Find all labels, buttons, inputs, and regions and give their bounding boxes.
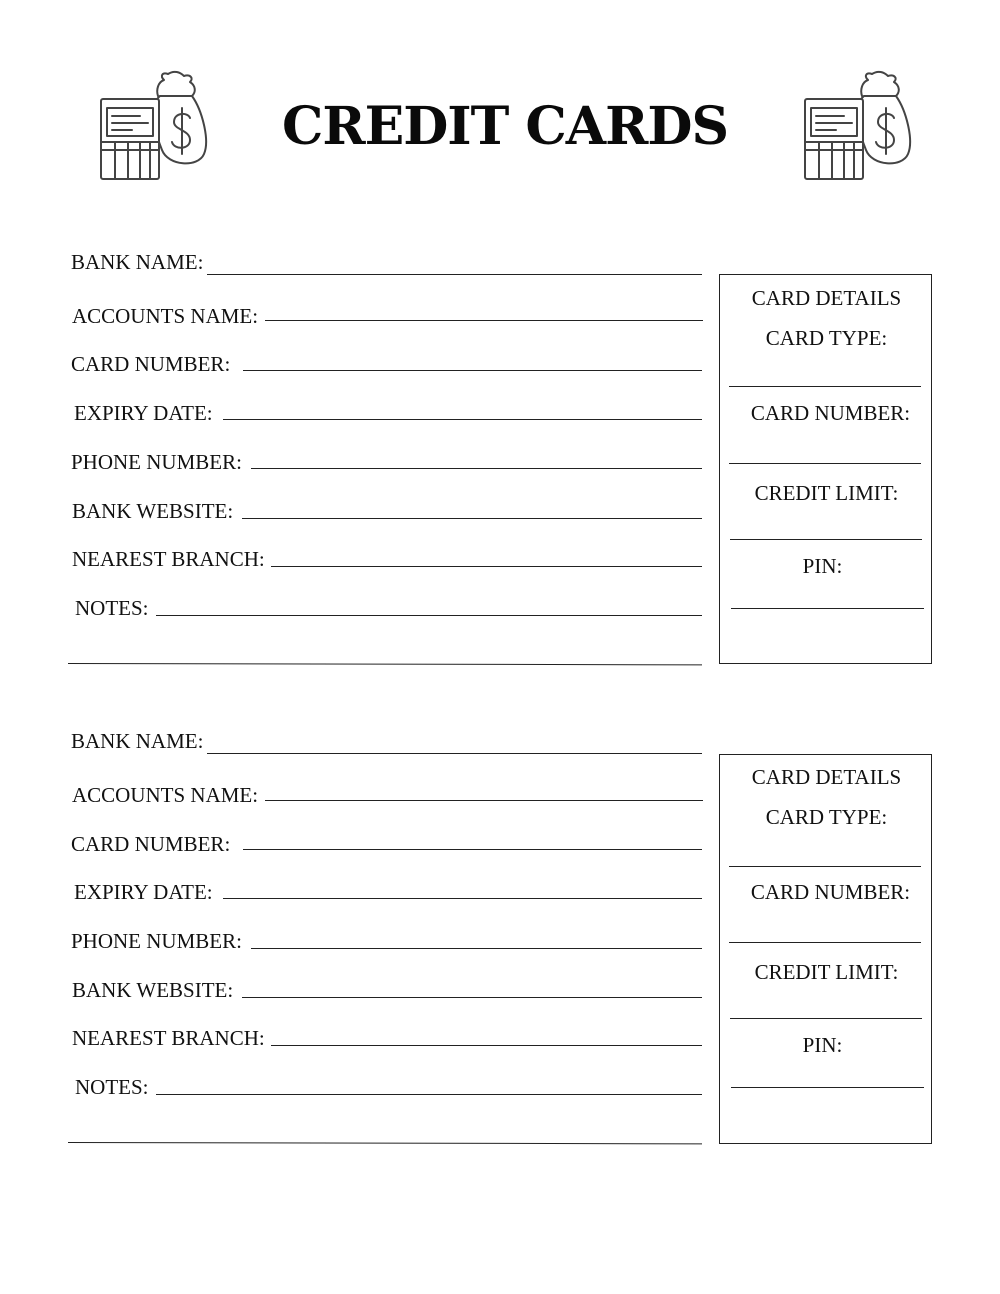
bank-name-line[interactable]	[207, 753, 702, 754]
bank-name-label: BANK NAME:	[71, 729, 204, 753]
card-details-box	[719, 754, 932, 1144]
phone-number-line[interactable]	[251, 468, 702, 469]
bank-website-line[interactable]	[242, 997, 702, 998]
credit-limit-label: CREDIT LIMIT:	[754, 481, 899, 505]
card-number-label: CARD NUMBER:	[750, 880, 911, 904]
card-number-line[interactable]	[243, 370, 702, 371]
card-number-line[interactable]	[243, 849, 702, 850]
credit-card-record-2	[0, 480, 1000, 1099]
pin-line[interactable]	[731, 1087, 924, 1088]
notes-line[interactable]	[156, 1094, 702, 1095]
credit-limit-line[interactable]	[730, 1018, 922, 1019]
card-type-line[interactable]	[729, 386, 921, 387]
card-type-line[interactable]	[729, 866, 921, 867]
pin-label: PIN:	[802, 1033, 843, 1057]
card-number-label: CARD NUMBER:	[750, 401, 911, 425]
notes-label: NOTES:	[75, 596, 149, 620]
expiry-date-label: EXPIRY DATE:	[74, 880, 213, 904]
accounts-name-label: ACCOUNTS NAME:	[72, 783, 259, 807]
accounts-name-label: ACCOUNTS NAME:	[72, 304, 259, 328]
bank-name-label: BANK NAME:	[71, 250, 204, 274]
nearest-branch-label: NEAREST BRANCH:	[72, 1026, 265, 1050]
phone-number-label: PHONE NUMBER:	[71, 929, 242, 953]
expiry-date-line[interactable]	[223, 419, 702, 420]
card-number-line[interactable]	[729, 942, 921, 943]
card-number-label: CARD NUMBER:	[71, 352, 231, 376]
bank-website-label: BANK WEBSITE:	[72, 978, 234, 1002]
credit-card-record-1	[0, 0, 1000, 620]
expiry-date-line[interactable]	[223, 898, 702, 899]
card-number-line[interactable]	[729, 463, 921, 464]
accounts-name-line[interactable]	[265, 800, 703, 801]
pin-label: PIN:	[802, 554, 843, 578]
credit-limit-label: CREDIT LIMIT:	[754, 960, 899, 984]
expiry-date-label: EXPIRY DATE:	[74, 401, 213, 425]
phone-number-line[interactable]	[251, 948, 702, 949]
accounts-name-line[interactable]	[265, 320, 703, 321]
nearest-branch-line[interactable]	[271, 1045, 702, 1046]
bank-website-label: BANK WEBSITE:	[72, 499, 234, 523]
card-details-heading: CARD DETAILS	[751, 286, 902, 310]
notes-extra-line[interactable]	[68, 1142, 702, 1144]
nearest-branch-label: NEAREST BRANCH:	[72, 547, 265, 571]
page-title: CREDIT CARDS	[281, 96, 729, 157]
card-type-label: CARD TYPE:	[765, 326, 888, 350]
card-type-label: CARD TYPE:	[765, 805, 888, 829]
bank-name-line[interactable]	[207, 274, 702, 275]
card-details-heading: CARD DETAILS	[751, 765, 902, 789]
notes-label: NOTES:	[75, 1075, 149, 1099]
phone-number-label: PHONE NUMBER:	[71, 450, 242, 474]
card-number-label: CARD NUMBER:	[71, 832, 231, 856]
